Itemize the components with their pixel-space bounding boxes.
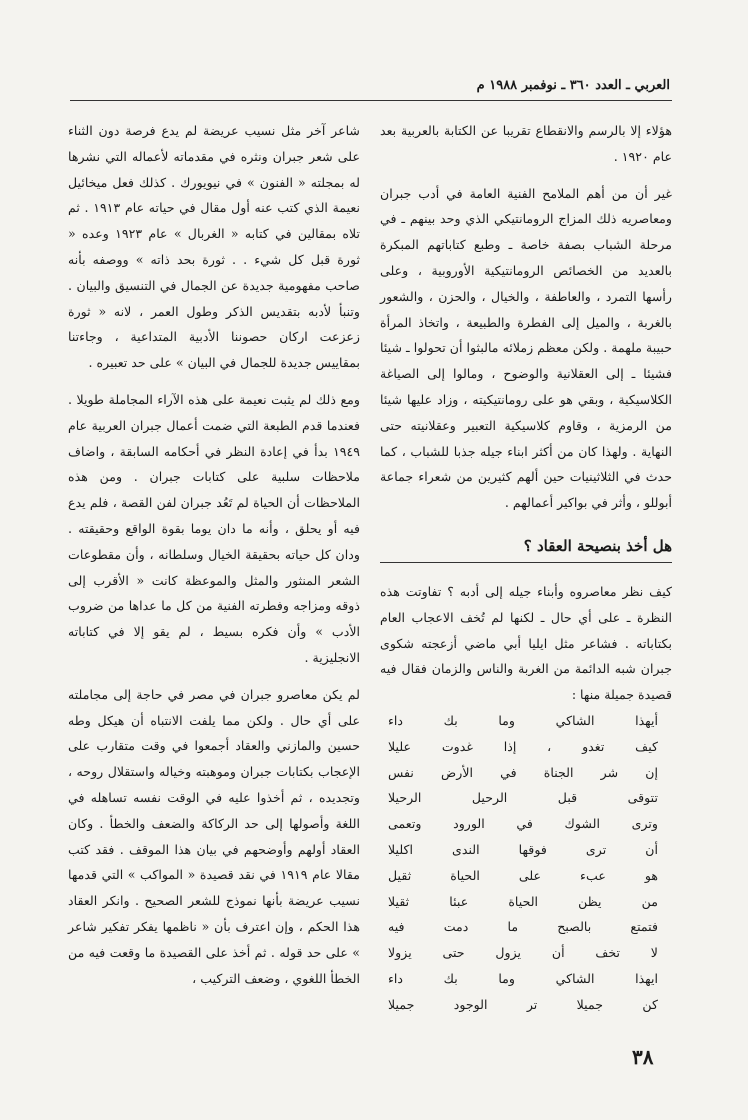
section-heading: هل أخذ بنصيحة العقاد ؟ <box>380 534 672 563</box>
left-column <box>68 118 360 991</box>
left-paragraph-3: لم يكن معاصرو جبران في مصر في حاجة إلى مجاملته على أي حال . ولكن مما يلفت الانتباه أن هيكل وطه حسين والمازني والعقاد أجمعوا في وقت متقارب على الإعجاب بكتابات جبران وموهبته وخياله واستقلال روحه ، وتجديده ، ثم أخذوا عليه في الوقت نفسه تساهله في اللغة وأصولها إلى حد الركاكة والضعف والخطأ . وكان العقاد أولهم وأوضحهم في بيان هذا الموقف . فقد كتب مقالا عام ١٩١٩ في نقد قصيدة « المواكب » التي قدمها نسيب عريضة بأنها نموذج للشعر الصحيح . وانكر العقاد هذا الحكم ، وإن اعترف بأن « ناظمها يفكر تفكير شاعر » على حد قوله . ثم أخذ على القصيدة ما وقعت فيه من الخطأ اللغوي ، وضعف التركيب ، <box>68 686 360 986</box>
poem-line: من يظن الحياة عبئا ثقيلا <box>388 893 658 909</box>
poem-line: تتوقى قبل الرحيل الرحيلا <box>388 790 658 806</box>
poem <box>380 708 672 1018</box>
right-paragraph-2: غير أن من أهم الملامح الفنية العامة في أدب جبران ومعاصريه ذلك المزاج الرومانتيكي الذي وحد بينهم ـ في مرحلة الشباب بصفة خاصة ـ وطبع كتاباتهم المبكرة بالعديد من الخصائص الرومانتيكية الأوروبية ، وعلى رأسها التمرد ، والعاطفة ، والخيال ، والحزن ، والشعور بالغربة ، والميل إلى الفطرة والطبيعة ، واتخاذ المرأة حبيبة ملهمة . ولكن معظم زملائه مالبثوا أن تحولوا ـ شيئا فشيئا ـ إلى العقلانية والوضوح ، ومالوا إلى الصياغة الكلاسيكية ، وبقي هو على رومانتيكيته ، وزاد عليها شيئا من الرمزية ، وقاوم كلاسيكية التعبير وعقلانيته حتى النهاية . ولهذا كان من أكثر ابناء جيله جذبا للشباب ، كما حدث في الثلاثينيات حين ألهم كثيرين من شعراء جماعة أبوللو ، وأثر في بواكير أعمالهم . <box>380 185 672 511</box>
left-paragraph-2: ومع ذلك لم يثبت نعيمة على هذه الآراء المجاملة طويلا . فعندما قدم الطبعة التي ضمت أعمال جبران العربية عام ١٩٤٩ بدأ في إعادة النظر في أحكامه السابقة ، واضاف ملاحظات سلبية على كتابات جبران . ومن هذه الملاحظات أن الحياة لم تَعُد جبران لفن القصة ، فلم يدع فيه أو يحلق ، وأنه ما دان يوما بقوة الواقع وحقيقته . ودان كل حياته بحقيقة الخيال وسلطانه ، وأن مقطوعات الشعر المنثور والمثل والموعظة كانت « الأقرب إلى ذوقه ومزاجه وفطرته الفنية من كل ما عداها من ضروب الأدب » وأن فكره بسيط ، لم يقو إلا في كتاباته الانجليزية . <box>68 391 360 665</box>
right-column <box>380 118 672 1018</box>
poem-line: لا تخف أن يزول حتى يزولا <box>388 945 658 961</box>
poem-line: فتمتع بالصبح ما دمت فيه <box>388 919 658 935</box>
poem-line: هو عبء على الحياة ثقيل <box>388 867 658 883</box>
right-paragraph-1: هؤلاء إلا بالرسم والانقطاع تقريبا عن الكتابة بالعربية بعد عام ١٩٢٠ . <box>380 123 672 164</box>
right-paragraph-3: كيف نظر معاصروه وأبناء جيله إلى أدبه ؟ تفاوتت هذه النظرة ـ على أي حال ـ لكنها لم تُخف الاعجاب العام بكتاباته . فشاعر مثل ايليا أبي ماضي أزعجته شكوى جبران شبه الدائمة من الغربة والناس والزمان فقال فيه قصيدة جميلة منها : <box>380 583 672 703</box>
poem-line: كن جميلا تر الوجود جميلا <box>388 996 658 1012</box>
poem-line: إن شر الجناة في الأرض نفس <box>388 764 658 780</box>
poem-line: كيف تغدو ، إذا غدوت عليلا <box>388 738 658 754</box>
header-rule <box>70 100 672 101</box>
poem-line: أن ترى فوقها الندى اكليلا <box>388 841 658 857</box>
poem-line: وترى الشوك في الورود وتعمى <box>388 816 658 832</box>
left-paragraph-1: شاعر آخر مثل نسيب عريضة لم يدع فرصة دون الثناء على شعر جبران ونثره في مقدماته لأعماله التي نشرها له بمجلته « الفنون » في نيويورك . كذلك فعل ميخائيل نعيمة الذي كتب عنه أول مقال في حياته عام ١٩١٣ . ثم تلاه بمقالين في كتابه « الغربال » عام ١٩٢٣ وعده « ثورة قبل كل شيء . . ثورة بحد ذاته » ووصفه بأنه صاحب مفهومية جديدة عن الجمال في التنسيق والبيان . وتنبأ لأدبه بتقديس الذكر وطول العمر ، لانه « ثورة زعزعت اركان حصوننا الأدبية المتداعية ، وجاءتنا بمقاييس جديدة للجمال في البيان » على حد تعبيره . <box>68 123 361 371</box>
running-head: العربي ـ العدد ٣٦٠ ـ نوفمبر ١٩٨٨ م <box>476 78 670 93</box>
page-number: ٣٨ <box>632 1045 654 1069</box>
poem-line: ايهذا الشاكي وما بك داء <box>388 970 658 986</box>
poem-line: أيهذا الشاكي وما بك داء <box>388 712 658 728</box>
